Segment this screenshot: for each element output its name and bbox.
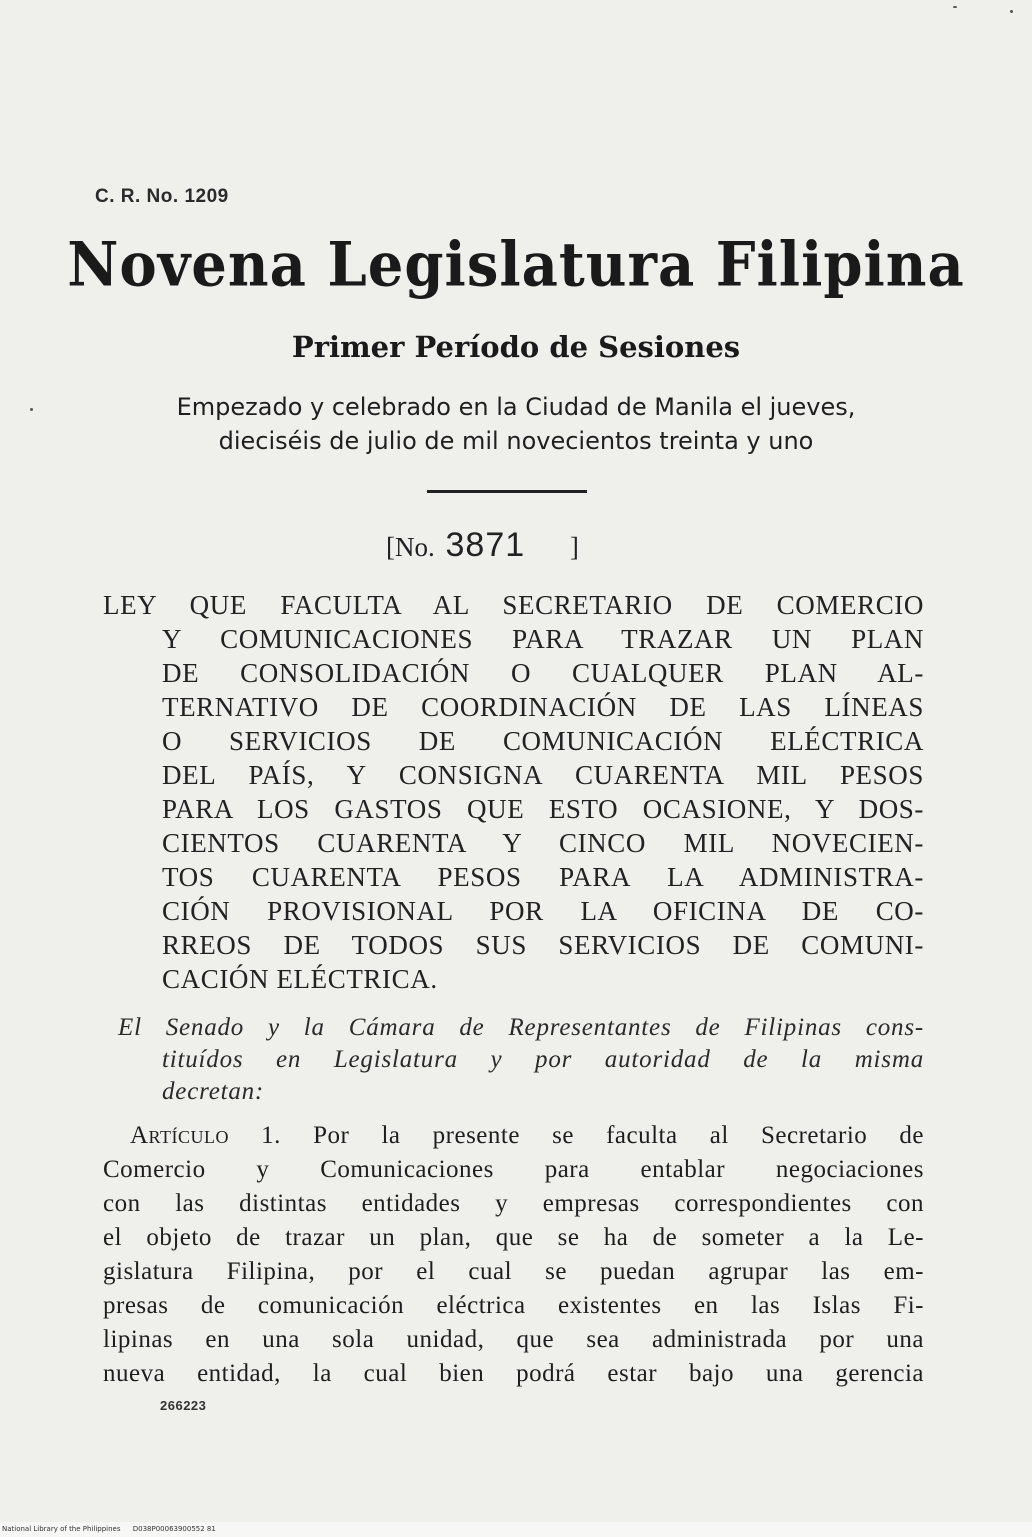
law-number-value: 3871 — [445, 526, 526, 564]
article-line: lipinas en una sola unidad, que sea administrada por una — [103, 1326, 924, 1353]
law-title-line: LEY QUE FACULTA AL SECRETARIO DE COMERCIO — [103, 590, 924, 620]
law-title-line: CIÓN PROVISIONAL POR LA OFICINA DE CO- — [162, 896, 924, 926]
scan-speck — [1010, 10, 1013, 13]
enacting-line: decretan: — [162, 1078, 265, 1105]
law-title-line: TERNATIVO DE COORDINACIÓN DE LAS LÍNEAS — [162, 692, 924, 722]
article-line — [130, 1122, 924, 1150]
law-title-line: TOS CUARENTA PESOS PARA LA ADMINISTRA- — [162, 862, 924, 892]
printer-code: 266223 — [160, 1398, 207, 1413]
article-line: Comercio y Comunicaciones para entablar negociaciones — [103, 1156, 924, 1183]
article-text: Por la presente se faculta al Secretario de — [313, 1122, 925, 1149]
law-number — [386, 526, 579, 565]
enacting-line: tituídos en Legislatura y por autoridad de la misma — [162, 1046, 924, 1073]
session-subtitle: Primer Período de Sesiones — [291, 330, 741, 364]
divider — [427, 490, 587, 493]
law-title-line: DE CONSOLIDACIÓN O CUALQUER PLAN AL- — [162, 658, 924, 688]
law-title-line: O SERVICIOS DE COMUNICACIÓN ELÉCTRICA — [162, 726, 924, 756]
footer-code: D038P00063900552 81 — [132, 1525, 216, 1533]
session-line: Empezado y celebrado en la Ciudad de Manila el jueves, — [176, 393, 856, 421]
page-title: Novena Legislatura Filipina — [67, 229, 965, 301]
law-title-line: RREOS DE TODOS SUS SERVICIOS DE COMUNI- — [162, 930, 924, 960]
article-line: el objeto de trazar un plan, que se ha de someter a la Le- — [103, 1224, 924, 1251]
law-title-line: PARA LOS GASTOS QUE ESTO OCASIONE, Y DOS- — [162, 794, 924, 824]
law-title-line: DEL PAÍS, Y CONSIGNA CUARENTA MIL PESOS — [162, 760, 924, 790]
law-title-line: Y COMUNICACIONES PARA TRAZAR UN PLAN — [162, 624, 924, 654]
law-title-line: CACIÓN ELÉCTRICA. — [162, 964, 438, 994]
scan-speck — [953, 6, 957, 8]
session-line: dieciséis de julio de mil novecientos treinta y uno — [218, 427, 814, 455]
law-number-suffix: ] — [569, 532, 579, 562]
article-line: nueva entidad, la cual bien podrá estar bajo una gerencia — [103, 1360, 924, 1387]
enacting-line: El Senado y la Cámara de Representantes de Filipinas cons- — [118, 1014, 924, 1041]
law-title-line: CIENTOS CUARENTA Y CINCO MIL NOVECIEN- — [162, 828, 924, 858]
article-line: con las distintas entidades y empresas correspondientes con — [103, 1190, 924, 1217]
article-heading: Artículo 1. — [130, 1122, 281, 1149]
law-number-prefix: [No. — [386, 532, 435, 562]
footer-library: National Library of the Philippines — [2, 1525, 121, 1533]
article-line: gislatura Filipina, por el cual se puedan agrupar las em- — [103, 1258, 924, 1285]
scan-footer — [0, 1522, 1032, 1537]
cr-number: C. R. No. 1209 — [95, 186, 229, 207]
article-line: presas de comunicación eléctrica existentes en las Islas Fi- — [103, 1292, 924, 1319]
